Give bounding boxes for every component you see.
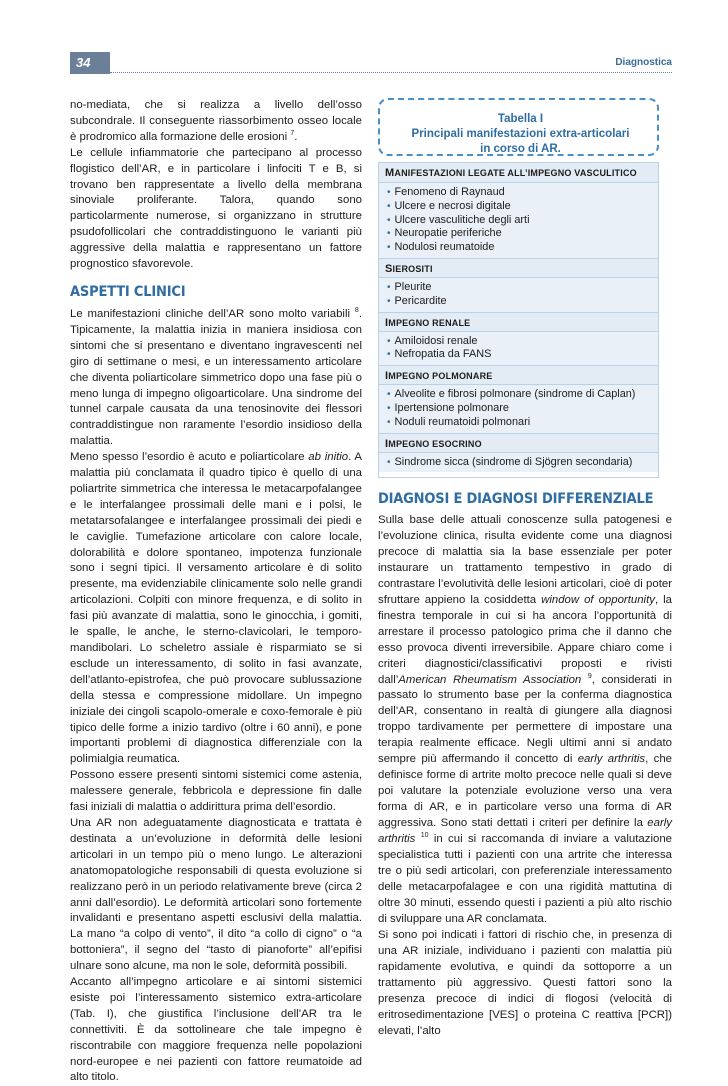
heading-diagnosi: DIAGNOSI E DIAGNOSI DIFFERENZIALE (378, 491, 654, 507)
bullet-icon: • (387, 228, 391, 240)
table-item: • Neuropatie periferiche (387, 227, 502, 240)
table-item: • Ulcere vasculitiche degli arti (387, 213, 530, 226)
bullet-icon: • (387, 242, 391, 254)
right-column (378, 513, 672, 1039)
reference-9: 9 (587, 672, 592, 680)
bullet-icon: • (387, 389, 391, 401)
diagnosis-paragraph-1: Sulla base delle attuali conoscenze sulla patogenesi e l’evoluzione clinica, risulta evidente come una diagnosi precoce di malattia sia la base essenziale per poter instaurare un trattamento tempestivo in grado di contrastare l’evolutività delle lesioni articolari, cioè di poter sfruttare appieno la cosiddetta window of opportunity, la finestra temporale in cui si ha ancora l’opportunità di arrestare il processo patologico prima che il danno che esso provoca diventi irreversibile. Appare chiaro come i criteri diagnostici/classificativi proposti e rivisti dall’American Rheumatism Association $^9$, considerati in passato lo strumento base per la conferma diagnostica dell’AR, consentano in realtà di giungere alla diagnosi troppo tardivamente per permettere di impostare una terapia realmente efficace. Negli ultimi anni si andato sempre più affermando il concetto di early arthritis, che definisce forme di artrite molto precoce nelle quali si deve poi valutare la potenziale evoluzione verso una vera forma di AR, e in particolare verso una forma di AR aggressiva. Sono stati dettati i criteri per definire la early arthritis $^{10}$ in cui si raccomanda di inviare a valutazione specialistica tutti i pazienti con una artrite che interessa tre o più sedi articolari, con preferenziale interessamento delle metacarpofalagee e con una rigidità mattutina di oltre 30 minuti, essendo questi i pazienti a più alto rischio di sviluppare una AR conclamata. (378, 514, 672, 925)
intro-paragraph-2: Le cellule infiammatorie che partecipano al processo flogistico dell’AR, e in particolare i linfociti T e B, si trovano ben rappresentate a livello della membrana sinoviale proliferante. Talora, quando sono particolarmente numerose, si organizzano in strutture psudofollicolari che contraddistinguono le varianti più aggressive della malattia e rappresentano un fattore prognostico sfavorevole. (70, 146, 362, 271)
clinical-paragraph-3: Possono essere presenti sintomi sistemici come astenia, malessere generale, febbricola e depressione fin dalle fasi iniziali di malattia o addirittura prima dell’esordio. (70, 769, 362, 814)
table-item: • Fenomeno di Raynaud (387, 186, 505, 198)
intro-paragraph-1: no-mediata, che si realizza a livello dell’osso subcondrale. Il conseguente riassorbimento osseo locale è prodromico alla formazione delle erosioni $^7$. (70, 99, 362, 143)
table-body (378, 162, 659, 478)
table-item: • Sindrome sicca (sindrome di Sjögren secondaria) (387, 455, 633, 468)
table-category: MANIFESTAZIONI LEGATE ALL’IMPEGNO VASCULITICO (379, 163, 658, 183)
bullet-icon: • (387, 281, 391, 293)
left-column (70, 98, 362, 1086)
reference-7: 7 (290, 130, 295, 138)
table-items (379, 385, 658, 432)
table-item: • Ipertensione polmonare (387, 401, 509, 414)
heading-aspetti-clinici: ASPETTI CLINICI (70, 283, 186, 300)
bullet-icon: • (387, 402, 391, 414)
bullet-icon: • (387, 349, 391, 361)
table-item: • Ulcere e necrosi digitale (387, 199, 511, 212)
page-header (70, 52, 672, 74)
bullet-icon: • (387, 214, 391, 226)
table-item: • Noduli reumatoidi polmonari (387, 415, 531, 428)
reference-10: 10 (420, 832, 429, 840)
table-item: • Alveolite e fibrosi polmonare (sindrome di Caplan) (387, 388, 636, 401)
table-title: Tabella I Principali manifestazioni extra-articolari in corso di AR. (411, 113, 630, 155)
table-extra-articular (378, 98, 672, 478)
bullet-icon: • (387, 456, 391, 468)
bullet-icon: • (387, 200, 391, 212)
bullet-icon: • (387, 335, 391, 347)
clinical-paragraph-2: Meno spesso l’esordio è acuto e poliarticolare ab initio. A malattia più conclamata il quadro tipico è quello di una poliartrite simmetrica che interessa le metacarpofalangee e le interfalangee prossimali delle mani e i polsi, le metatarsofalangee e interfalangee prossimali dei piedi e le caviglie. Tumefazione articolare con calore locale, dolorabilità e dolore spontaneo, impotenza funzionale sono i segni tipici. Il versamento articolare è di solito presente, ma evidenziabile clinicamente solo nelle grandi articolazioni. Colpiti con minore frequenza, e di solito in fasi più avanzate di malattia, sono le ginocchia, i gomiti, le spalle, le anche, le sterno-clavicolari, le temporo-mandibolari. Lo scheletro assiale è risparmiato se si esclude un interessamento, di solito in fasi avanzate, dell’atlanto-epistrofea, che può provocare sublussazione della stessa e compressione midollare. Un impegno iniziale dei cingoli scapolo-omerale e coxo-femorale è più tipico delle forme a inizio tardivo (oltre i 60 anni), e pone importanti problemi di diagnostica differenziale con la polimialgia reumatica. (70, 451, 363, 766)
table-category: SIEROSITI (379, 258, 658, 278)
clinical-paragraph-4: Una AR non adeguatamente diagnosticata e trattata è destinata a un’evoluzione in deformità delle lesioni articolari in un tempo più o meno lungo. Le alterazioni anatomopatologiche responsabili di questa evoluzione si realizzano però in un periodo relativamente breve (circa 2 anni dall’esordio). Le deformità articolari sono fortemente invalidanti e presentano aspetti esclusivi della malattia. La mano “a colpo di vento”, il dito “a collo di cigno” o “a bottoniera”, il segno del “tasto di pianoforte” all’epifisi ulnare sono alcune, ma non le sole, deformità possibili. (70, 816, 362, 973)
table-items (379, 183, 658, 258)
page-number: 34 (70, 52, 110, 74)
table-items (379, 453, 658, 473)
diagnosis-paragraph-2: Si sono poi indicati i fattori di rischio che, in presenza di una AR iniziale, individuano i pazienti con malattia più rapidamente evolutiva, e quindi da sottoporre a un trattamento più aggressivo. Questi fattori sono la presenza precoce di indici di flogosi (velocità di eritrosedimentazione [VES] o proteina C reattiva [PCR]) elevati, l’alto (378, 928, 672, 1037)
table-items (379, 332, 658, 366)
table-item: • Pleurite (387, 280, 432, 293)
table-category: IMPEGNO POLMONARE (379, 365, 658, 385)
section-label: Diagnostica (615, 57, 672, 68)
clinical-paragraph-5: Accanto all’impegno articolare e ai sintomi sistemici esiste poi l’interessamento sistemico extra-articolare (Tab. I), che giustifica l’inclusione dell’AR tra le connettiviti. È da sottolineare che tale impegno è riscontrabile con maggiore frequenza nelle popolazioni nord-europee e nei pazienti con fattore reumatoide ad alto titolo. (70, 976, 362, 1084)
bullet-icon: • (387, 187, 391, 198)
table-item: • Nefropatia da FANS (387, 348, 492, 361)
bullet-icon: • (387, 416, 391, 428)
table-items (379, 278, 658, 312)
header-divider (110, 72, 672, 73)
table-category: IMPEGNO ESOCRINO (379, 433, 658, 453)
reference-8: 8 (354, 307, 359, 315)
table-item: • Amiloidosi renale (387, 334, 478, 347)
bullet-icon: • (387, 295, 391, 307)
clinical-paragraph-1: Le manifestazioni cliniche dell’AR sono molto variabili $^8$. Tipicamente, la malattia inizia in maniera insidiosa con sintomi che si presentano e diventano ingravescenti nel giro di settimane o mesi, e un interessamento articolare che diventa poliarticolare simmetrico dopo una fase più o meno lunga di impegno oligoarticolare. Una sindrome del tunnel carpale causata da una tenosinovite dei flessori contraddistingue non raramente l’esordio insidioso della malattia. (70, 307, 362, 448)
table-item: • Nodulosi reumatoide (387, 241, 495, 254)
table-item: • Pericardite (387, 294, 447, 307)
table-category: IMPEGNO RENALE (379, 312, 658, 332)
table-title-box (378, 98, 659, 156)
